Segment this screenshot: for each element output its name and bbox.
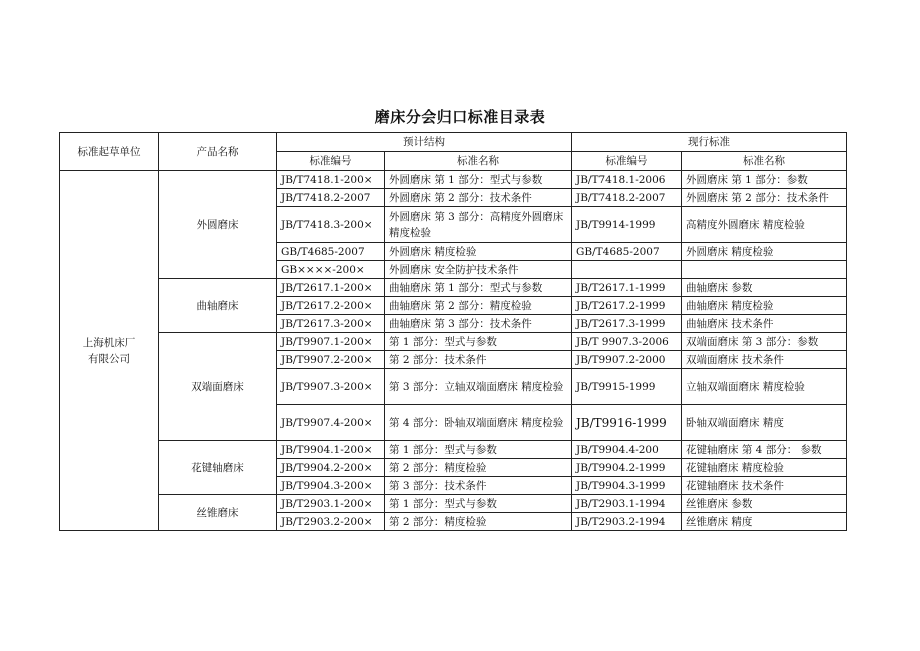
- planned-std-name: 第 3 部分：技术条件: [385, 477, 572, 495]
- planned-std-no: JB/T7418.2-2007: [277, 189, 385, 207]
- planned-std-name: 外圆磨床 第 3 部分：高精度外圆磨床 精度检验: [385, 207, 572, 243]
- current-std-no: JB/T2903.1-1994: [572, 495, 682, 513]
- current-std-no: JB/T 9907.3-2006: [572, 333, 682, 351]
- current-std-no: JB/T2617.1-1999: [572, 279, 682, 297]
- product-name: 外圆磨床: [159, 171, 277, 279]
- current-std-no: [572, 261, 682, 279]
- planned-std-no: JB/T9904.1-200×: [277, 441, 385, 459]
- planned-std-no: JB/T7418.1-200×: [277, 171, 385, 189]
- table-row: [60, 279, 847, 297]
- product-name: 花键轴磨床: [159, 441, 277, 495]
- current-std-name: 立轴双端面磨床 精度检验: [682, 369, 847, 405]
- planned-std-no: JB/T2903.2-200×: [277, 513, 385, 531]
- current-std-name: 双端面磨床 第 3 部分：参数: [682, 333, 847, 351]
- current-std-name: 曲轴磨床 参数: [682, 279, 847, 297]
- planned-std-name: 曲轴磨床 第 1 部分：型式与参数: [385, 279, 572, 297]
- planned-std-no: JB/T9907.4-200×: [277, 405, 385, 441]
- planned-std-no: JB/T9904.2-200×: [277, 459, 385, 477]
- current-std-no: JB/T9916-1999: [572, 405, 682, 441]
- header-planned: 预计结构: [277, 133, 572, 152]
- product-name: 双端面磨床: [159, 333, 277, 441]
- header-current: 现行标准: [572, 133, 847, 152]
- table-row: [60, 171, 847, 189]
- planned-std-name: 外圆磨床 第 2 部分：技术条件: [385, 189, 572, 207]
- planned-std-name: 第 2 部分：精度检验: [385, 513, 572, 531]
- document-title: 磨床分会归口标准目录表: [374, 108, 546, 126]
- current-std-name: 花键轴磨床 第 4 部分： 参数: [682, 441, 847, 459]
- product-name: 曲轴磨床: [159, 279, 277, 333]
- current-std-no: JB/T9904.3-1999: [572, 477, 682, 495]
- current-std-name: [682, 261, 847, 279]
- planned-std-name: 第 3 部分：立轴双端面磨床 精度检验: [385, 369, 572, 405]
- current-std-no: JB/T9904.2-1999: [572, 459, 682, 477]
- current-std-no: GB/T4685-2007: [572, 243, 682, 261]
- planned-std-name: 第 1 部分：型式与参数: [385, 333, 572, 351]
- planned-std-no: JB/T9907.1-200×: [277, 333, 385, 351]
- planned-std-no: JB/T9907.2-200×: [277, 351, 385, 369]
- current-std-no: JB/T9907.2-2000: [572, 351, 682, 369]
- current-std-name: 卧轴双端面磨床 精度: [682, 405, 847, 441]
- planned-std-no: GB××××-200×: [277, 261, 385, 279]
- planned-std-name: 第 1 部分：型式与参数: [385, 441, 572, 459]
- current-std-name: 花键轴磨床 技术条件: [682, 477, 847, 495]
- planned-std-name: 曲轴磨床 第 2 部分：精度检验: [385, 297, 572, 315]
- planned-std-no: JB/T9904.3-200×: [277, 477, 385, 495]
- planned-std-name: 曲轴磨床 第 3 部分：技术条件: [385, 315, 572, 333]
- current-std-name: 外圆磨床 第 1 部分：参数: [682, 171, 847, 189]
- planned-std-no: JB/T7418.3-200×: [277, 207, 385, 243]
- planned-std-name: 第 4 部分：卧轴双端面磨床 精度检验: [385, 405, 572, 441]
- header-current-no: 标准编号: [572, 152, 682, 171]
- current-std-name: 外圆磨床 第 2 部分：技术条件: [682, 189, 847, 207]
- current-std-name: 双端面磨床 技术条件: [682, 351, 847, 369]
- table-row: [60, 441, 847, 459]
- planned-std-no: JB/T2617.3-200×: [277, 315, 385, 333]
- current-std-no: JB/T7418.1-2006: [572, 171, 682, 189]
- planned-std-no: JB/T2617.2-200×: [277, 297, 385, 315]
- current-std-name: 高精度外圆磨床 精度检验: [682, 207, 847, 243]
- current-std-name: 花键轴磨床 精度检验: [682, 459, 847, 477]
- current-std-no: JB/T7418.2-2007: [572, 189, 682, 207]
- unit-name: 上海机床厂 有限公司: [60, 171, 159, 531]
- current-std-no: JB/T2617.3-1999: [572, 315, 682, 333]
- current-std-no: JB/T9915-1999: [572, 369, 682, 405]
- planned-std-name: 第 2 部分：技术条件: [385, 351, 572, 369]
- planned-std-name: 第 1 部分：型式与参数: [385, 495, 572, 513]
- current-std-no: JB/T9904.4-200: [572, 441, 682, 459]
- planned-std-name: 外圆磨床 第 1 部分：型式与参数: [385, 171, 572, 189]
- header-planned-no: 标准编号: [277, 152, 385, 171]
- planned-std-name: 外圆磨床 安全防护技术条件: [385, 261, 572, 279]
- current-std-no: JB/T2617.2-1999: [572, 297, 682, 315]
- product-name: 丝锥磨床: [159, 495, 277, 531]
- planned-std-no: JB/T2617.1-200×: [277, 279, 385, 297]
- header-product: 产品名称: [159, 133, 277, 171]
- header-planned-name: 标准名称: [385, 152, 572, 171]
- table-row: [60, 495, 847, 513]
- current-std-name: 丝锥磨床 精度: [682, 513, 847, 531]
- current-std-name: 曲轴磨床 精度检验: [682, 297, 847, 315]
- header-unit: 标准起草单位: [60, 133, 159, 171]
- table-row: [60, 333, 847, 351]
- current-std-name: 外圆磨床 精度检验: [682, 243, 847, 261]
- header-current-name: 标准名称: [682, 152, 847, 171]
- current-std-name: 曲轴磨床 技术条件: [682, 315, 847, 333]
- planned-std-no: GB/T4685-2007: [277, 243, 385, 261]
- planned-std-name: 外圆磨床 精度检验: [385, 243, 572, 261]
- planned-std-no: JB/T2903.1-200×: [277, 495, 385, 513]
- planned-std-no: JB/T9907.3-200×: [277, 369, 385, 405]
- current-std-no: JB/T2903.2-1994: [572, 513, 682, 531]
- current-std-name: 丝锥磨床 参数: [682, 495, 847, 513]
- current-std-no: JB/T9914-1999: [572, 207, 682, 243]
- standards-table: [59, 132, 847, 531]
- planned-std-name: 第 2 部分：精度检验: [385, 459, 572, 477]
